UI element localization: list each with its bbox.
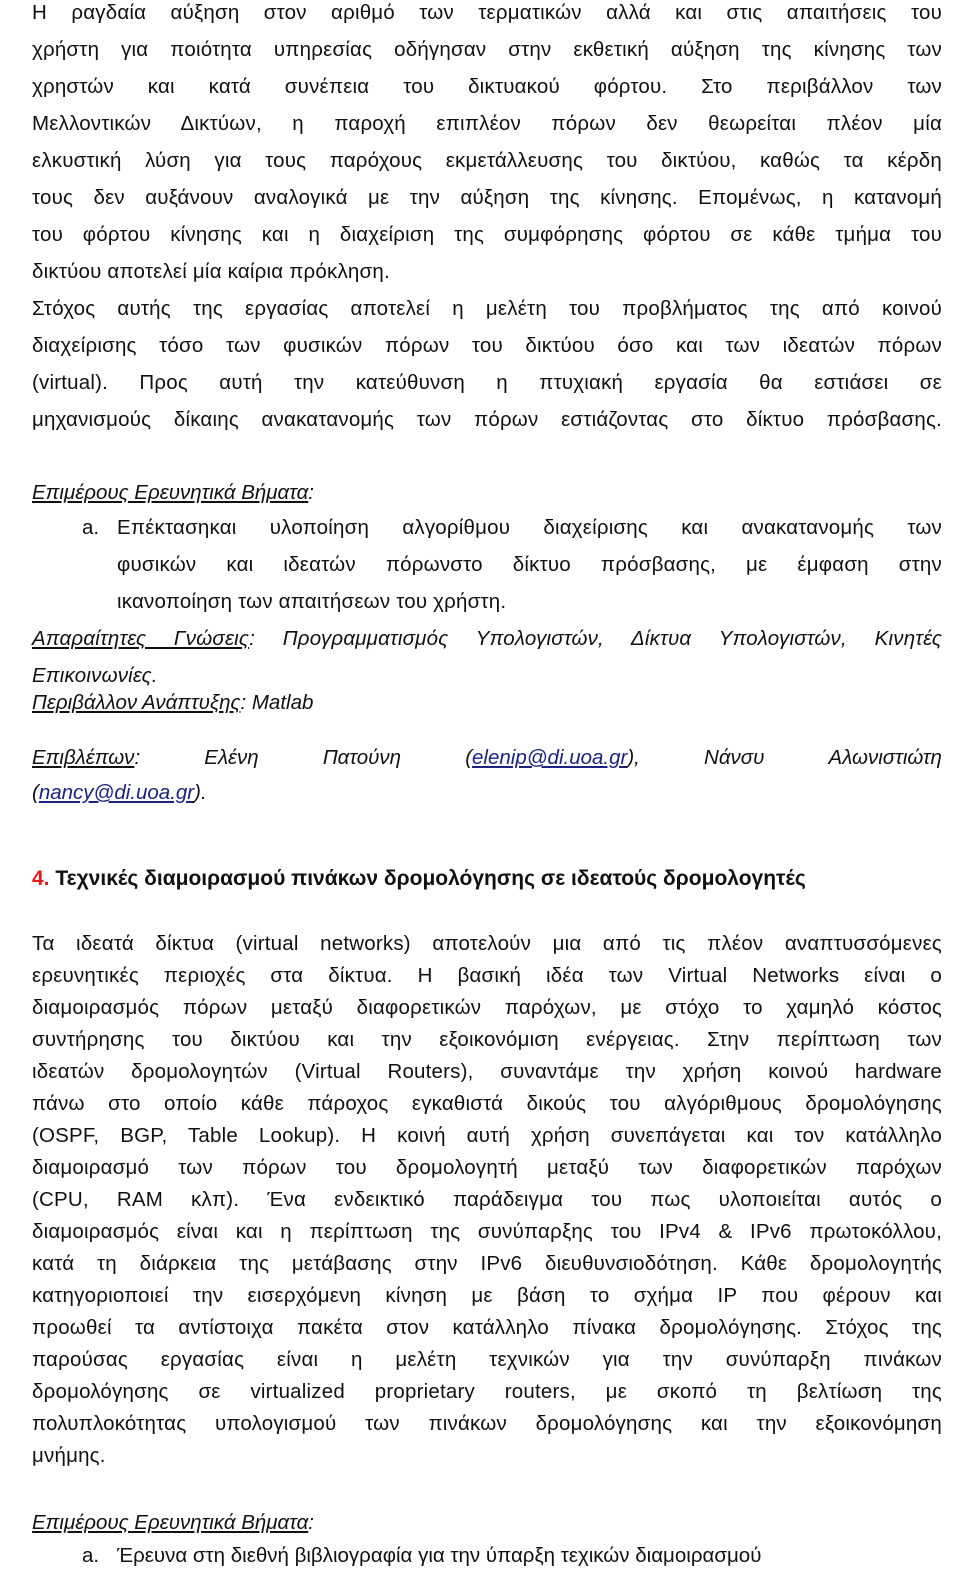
supervisors-label: Επιβλέπων [32,746,135,769]
steps-colon: : [308,481,314,504]
body-line: Τα ιδεατά δίκτυα (virtual networks) αποτελούν μια από τις πλέον αναπτυσσόμενες [32,932,942,955]
sup2-name: Νάνσυ [704,746,765,769]
step-a-text: Έρευνα στη διεθνή βιβλιογραφία για την ύπαρξη τεχικών διαμοιρασμού [117,1544,762,1567]
step-a-line: ικανοποίηση των απαιτήσεων του χρήστη. [117,590,507,613]
section-4-body [32,930,942,1474]
goal-line: μηχανισμούς δίκαιης ανακατανομής των πόρων εστιάζοντας στο δίκτυο πρόσβασης. [32,408,942,431]
supervisors-colon: : [134,746,141,769]
body-line: διαμοιρασμό των πόρων του δρομολογητή μεταξύ των διαφορετικών παρόχων [32,1156,942,1179]
env-label: Περιβάλλον Ανάπτυξης [32,691,241,714]
intro-paragraph [32,0,942,434]
knowledge [32,625,942,690]
section-number: 4. [32,867,50,890]
body-line: δρομολόγησης σε virtualized proprietary routers, με σκοπό τη βελτίωση της [32,1380,942,1403]
body-line: κατά τη διάρκεια της μετάβασης στην IPv6 διευθυνσιοδότηση. Κάθε δρομολογητής [32,1252,942,1275]
steps-heading [32,479,942,507]
environment [32,689,942,717]
step-a-marker: a. [82,1544,100,1567]
goal-line: διαχείρισης τόσο των φυσικών πόρων του δικτύου όσο και των ιδεατών πόρων [32,334,942,357]
body-line: παρούσας εργασίας είναι η μελέτη τεχνικών για την συνύπαρξη πινάκων [32,1348,942,1371]
intro-line: τους δεν αυξάνουν αναλογικά με την αύξηση της κίνησης. Επομένως, η κατανομή [32,186,942,209]
body-line: πάνω στο οποίο κάθε πάροχος εγκαθιστά δικούς του αλγόριθμους δρομολόγησης [32,1092,942,1115]
section-4-steps-heading [32,1509,942,1537]
sup1-name: Ελένη [204,746,259,769]
intro-line: ελκυστική λύση για τους παρόχους εκμετάλλευσης του δικτύου, καθώς τα κέρδη [32,149,942,172]
body-line: διαμοιρασμός πόρων μεταξύ διαφορετικών παρόχων, με στόχο το χαμηλό κόστος [32,996,942,1019]
sup1-email-link[interactable]: elenip@di.uoa.gr [472,746,628,769]
body-line: πολυπλοκότητας υπολογισμού των πινάκων δρομολόγησης και την εξοικονόμηση [32,1412,942,1435]
body-line: συντήρησης του δικτύου και την εξοικονόμιση ενέργειας. Στην περίπτωση των [32,1028,942,1051]
intro-line: Μελλοντικών Δικτύων, η παροχή επιπλέον πόρων δεν θεωρείται πλέον μία [32,112,942,135]
steps-label: Επιμέρους Ερευνητικά Βήματα [32,481,309,504]
intro-line: του φόρτου κίνησης και η διαχείριση της συμφόρησης φόρτου σε κάθε τμήμα του [32,223,942,246]
intro-line: χρηστών και κατά συνέπεια του δικτυακού φόρτου. Στο περιβάλλον των [32,75,942,98]
sup1-close: ), [627,746,640,769]
intro-line: χρήστη για ποιότητα υπηρεσίας οδήγησαν στην εκθετική αύξηση της κίνησης των [32,38,942,61]
step-a-marker: a. [82,516,100,539]
env-value: : Matlab [240,691,314,714]
section-4-heading [32,865,942,893]
sup1-surname: Πατούνη [322,746,402,769]
steps-colon: : [308,1511,314,1534]
body-line: μνήμης. [32,1444,106,1467]
sup2-surname: Αλωνιστιώτη [828,746,942,769]
goal-line: Στόχος αυτής της εργασίας αποτελεί η μελέτη του προβλήματος της από κοινού [32,297,942,320]
body-line: ερευνητικές περιοχές στα δίκτυα. Η βασική ιδέα των Virtual Networks είναι ο [32,964,942,987]
sup1-open: ( [465,746,473,769]
sup2-open: ( [32,781,39,804]
knowledge-value: : Προγραμματισμός Υπολογιστών, Δίκτυα Υπολογιστών, Κινητές [249,627,942,650]
intro-line: Η ραγδαία αύξηση στον αριθμό των τερματικών αλλά και στις απαιτήσεις του [32,1,942,24]
intro-line: δικτύου αποτελεί μία καίρια πρόκληση. [32,260,390,283]
body-line: (OSPF, BGP, Table Lookup). Η κοινή αυτή χρήση συνεπάγεται και τον κατάλληλο [32,1124,942,1147]
body-line: (CPU, RAM κλπ). Ένα ενδεικτικό παράδειγμα του πως υλοποιείται αυτός ο [32,1188,942,1211]
section-title: Τεχνικές διαμοιρασμού πινάκων δρομολόγησης σε ιδεατούς δρομολογητές [55,867,806,890]
supervisors [32,744,942,807]
body-line: ιδεατών δρομολογητών (Virtual Routers), συναντάμε την χρήση κοινού hardware [32,1060,942,1083]
steps-label: Επιμέρους Ερευνητικά Βήματα [32,1511,309,1534]
knowledge-label: Απαραίτητες Γνώσεις [32,627,250,650]
sup2-close: ). [194,781,207,804]
step-a-line: Επέκτασηκαι υλοποίηση αλγορίθμου διαχείρισης και ανακατανομής των [117,516,942,539]
goal-line: (virtual). Προς αυτή την κατεύθυνση η πτυχιακή εργασία θα εστιάσει σε [32,371,942,394]
sup2-email-link[interactable]: nancy@di.uoa.gr [38,781,195,804]
knowledge-value-2: Επικοινωνίες. [32,664,158,687]
body-line: προωθεί τα αντίστοιχα πακέτα στον κατάλληλο πίνακα δρομολόγησης. Στόχος της [32,1316,942,1339]
body-line: κατηγοριοποιεί την εισερχόμενη κίνηση με βάση το σχήμα IP που φέρουν και [32,1284,942,1307]
step-a-line: φυσικών και ιδεατών πόρωνστο δίκτυο πρόσβασης, με έμφαση στην [117,553,942,576]
body-line: διαμοιρασμός είναι και η περίπτωση της συνύπαρξης του IPv4 & IPv6 πρωτοκόλλου, [32,1220,942,1243]
